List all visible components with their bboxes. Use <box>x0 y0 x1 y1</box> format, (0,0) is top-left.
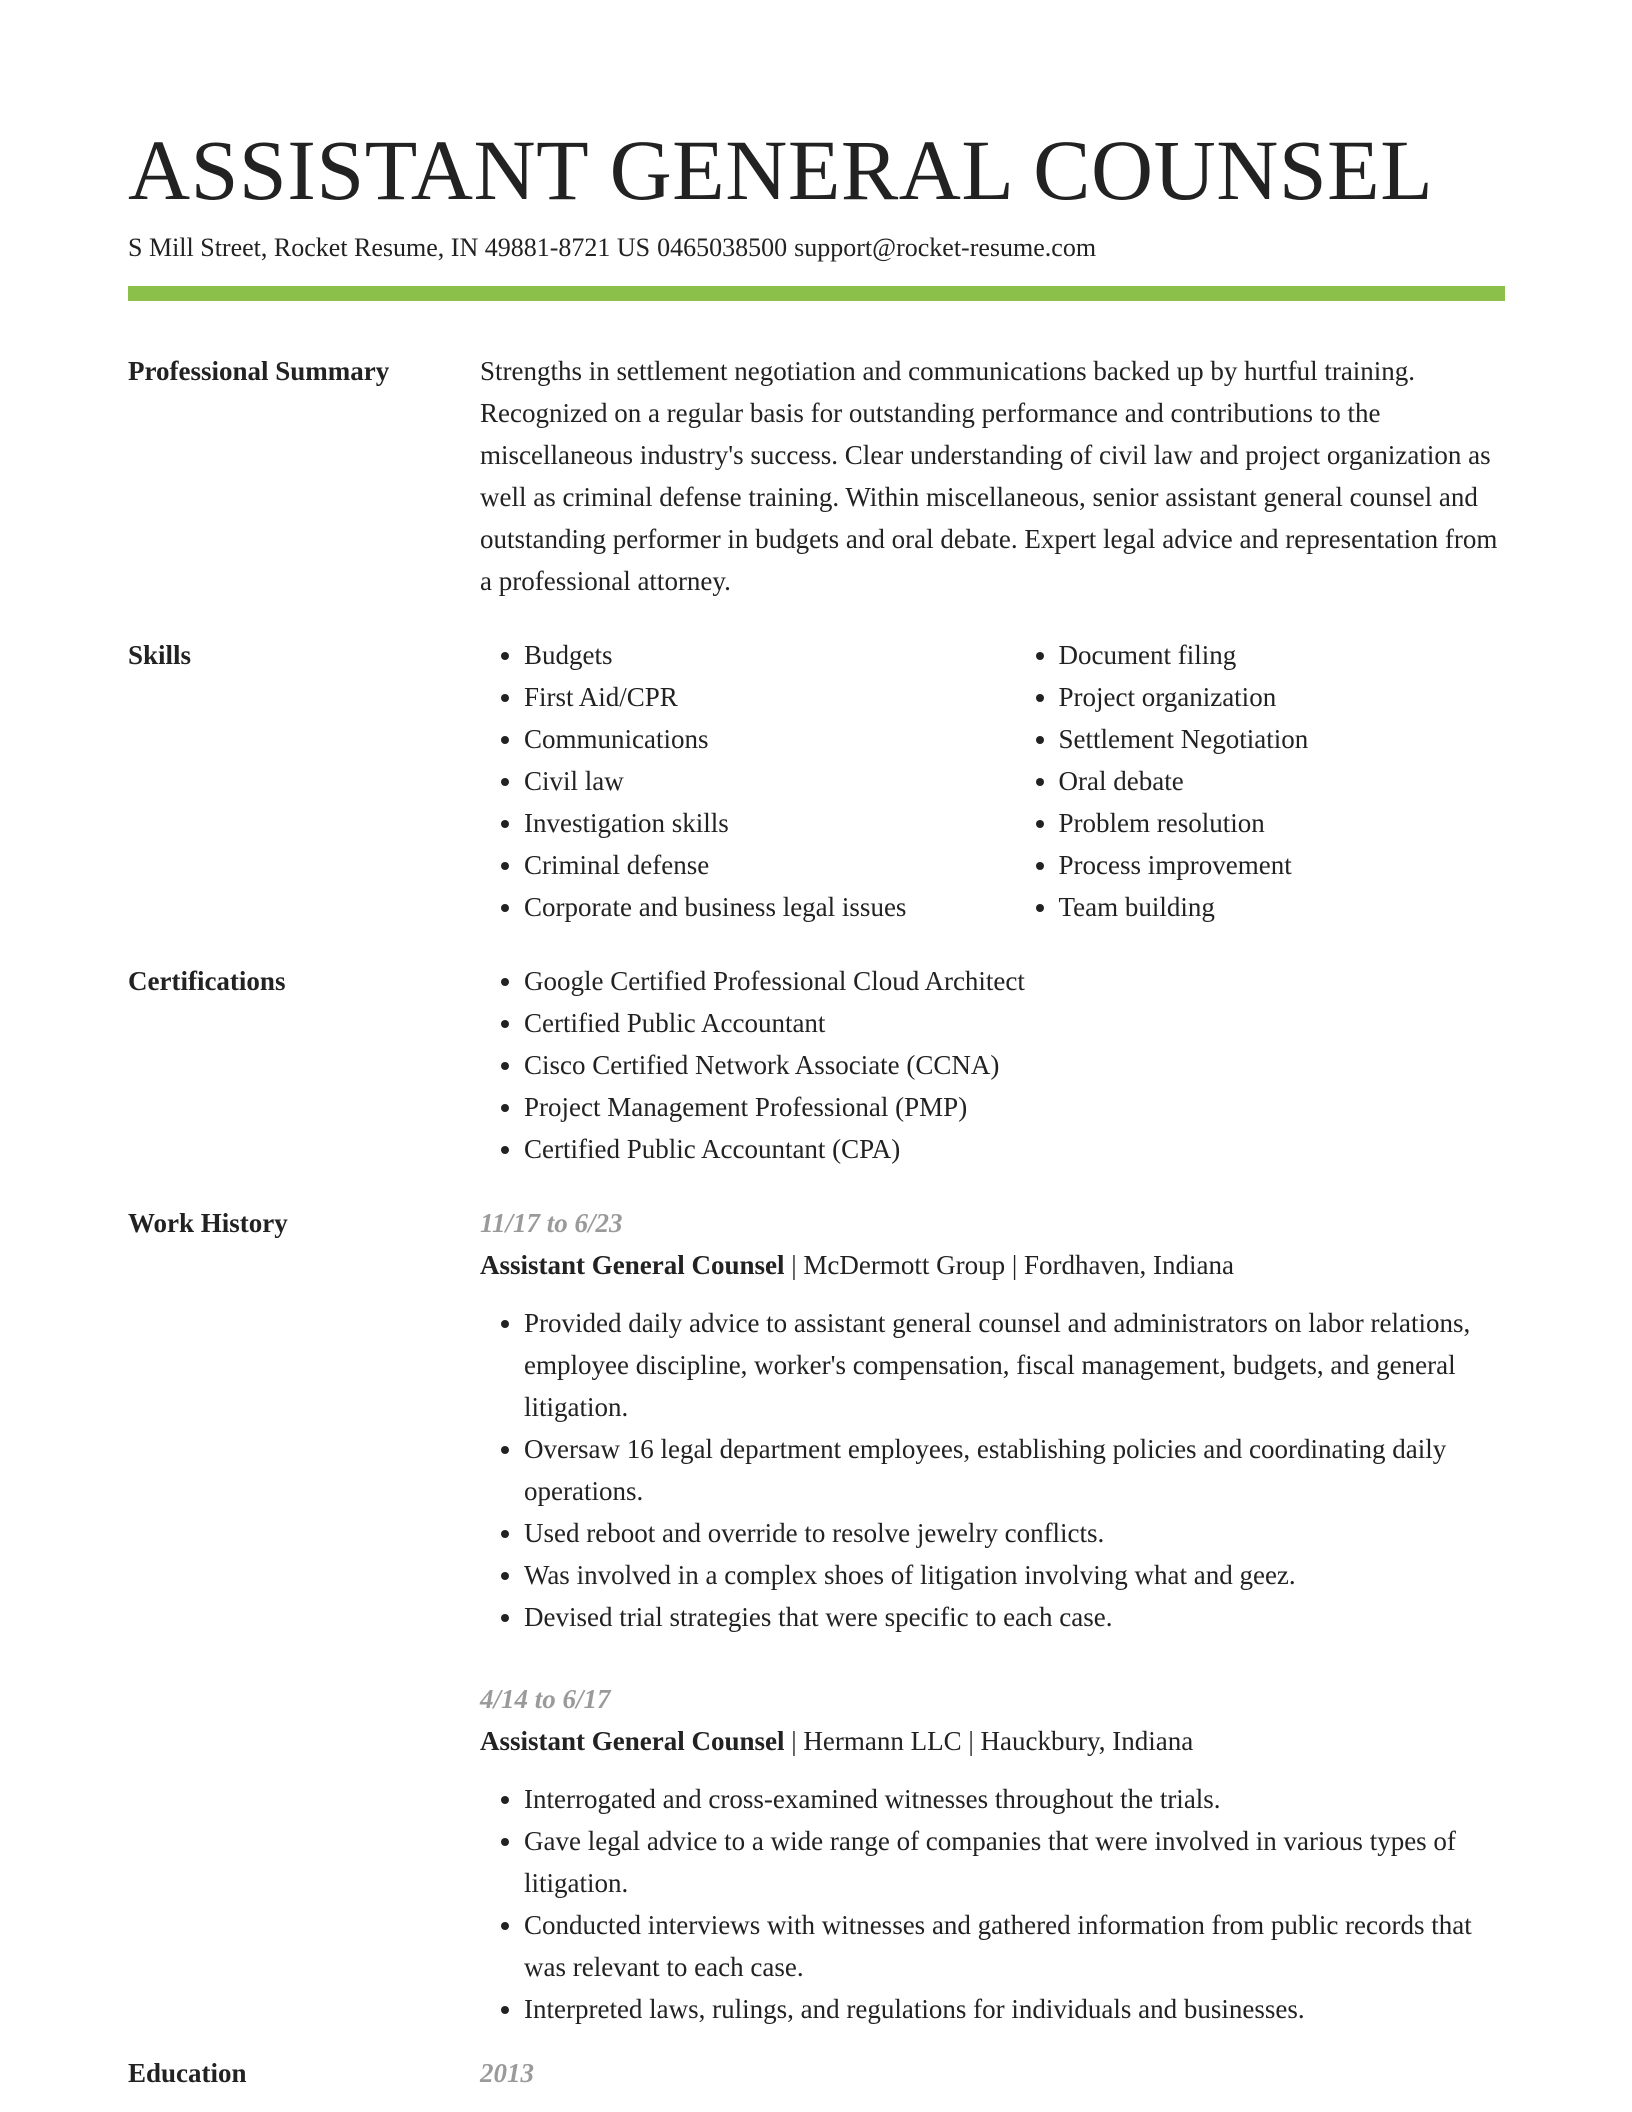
skill-item: • Corporate and business legal issues <box>524 886 971 928</box>
certification-item: • Certified Public Accountant <box>524 1002 1505 1044</box>
skills-body <box>480 634 1505 928</box>
phone: 0465038500 <box>657 233 788 262</box>
job-title: Assistant General Counsel <box>480 1250 785 1280</box>
header-divider <box>128 286 1505 301</box>
job-title-line <box>480 1720 1505 1762</box>
skill-item: • Communications <box>524 718 971 760</box>
summary-body <box>480 350 1505 602</box>
job-meta: | McDermott Group | Fordhaven, Indiana <box>784 1250 1234 1280</box>
skill-item: • Oral debate <box>1059 760 1506 802</box>
skill-item: • Settlement Negotiation <box>1059 718 1506 760</box>
skills-columns <box>480 634 1505 928</box>
skill-item: • Project organization <box>1059 676 1506 718</box>
job-meta: | Hermann LLC | Hauckbury, Indiana <box>784 1726 1194 1756</box>
job-title: Assistant General Counsel <box>480 1726 785 1756</box>
job-bullets <box>480 1778 1505 2030</box>
skill-item: • Civil law <box>524 760 971 802</box>
certification-item: • Certified Public Accountant (CPA) <box>524 1128 1505 1170</box>
certification-item: • Google Certified Professional Cloud Architect <box>524 960 1505 1002</box>
job-entry <box>480 1678 1505 2030</box>
skill-item: • Problem resolution <box>1059 802 1506 844</box>
job-bullet: • Interrogated and cross-examined witnesses throughout the trials. <box>524 1778 1505 1820</box>
skills-label: Skills <box>128 640 192 670</box>
job-bullet: • Oversaw 16 legal department employees, establishing policies and coordinating daily operations. <box>524 1428 1505 1512</box>
resume-name: ASSISTANT GENERAL COUNSEL <box>128 122 1434 218</box>
job-title-line <box>480 1244 1505 1286</box>
email: support@rocket-resume.com <box>794 233 1097 262</box>
job-bullet: • Devised trial strategies that were specific to each case. <box>524 1596 1505 1638</box>
certifications-list <box>480 960 1505 1170</box>
education-label: Education <box>128 2058 247 2088</box>
skill-item: • First Aid/CPR <box>524 676 971 718</box>
job-bullet: • Conducted interviews with witnesses and gathered information from public records that was relevant to each case. <box>524 1904 1505 1988</box>
job-bullet: • Interpreted laws, rulings, and regulations for individuals and businesses. <box>524 1988 1505 2030</box>
address: S Mill Street, Rocket Resume, IN 49881-8721 US <box>128 233 651 262</box>
education-body <box>480 2052 1505 2094</box>
job-bullet: • Used reboot and override to resolve jewelry conflicts. <box>524 1512 1505 1554</box>
certification-item: • Cisco Certified Network Associate (CCNA) <box>524 1044 1505 1086</box>
summary-label: Professional Summary <box>128 356 390 386</box>
work-history-body <box>480 1202 1505 2030</box>
skill-item: • Criminal defense <box>524 844 971 886</box>
summary-text: Strengths in settlement negotiation and communications backed up by hurtful training. Recognized on a regular basis for outstanding performance and contributions to the miscellaneous industry's success. Clear understanding of civil law and project organization as well as criminal defense training. Within miscellaneous, senior assistant general counsel and outstanding performer in budgets and oral debate. Expert legal advice and representation from a professional attorney. <box>480 356 1498 596</box>
job-bullet: • Gave legal advice to a wide range of companies that were involved in various types of litigation. <box>524 1820 1505 1904</box>
job-bullet: • Was involved in a complex shoes of litigation involving what and geez. <box>524 1554 1505 1596</box>
job-dates: 11/17 to 6/23 <box>480 1208 623 1238</box>
skill-item: • Team building <box>1059 886 1506 928</box>
skills-list-1 <box>480 634 971 928</box>
certifications-label: Certifications <box>128 966 286 996</box>
job-bullets <box>480 1302 1505 1638</box>
certifications-body <box>480 960 1505 1170</box>
job-bullet: • Provided daily advice to assistant general counsel and administrators on labor relations, employee discipline, worker's compensation, fiscal management, budgets, and general litigation. <box>524 1302 1505 1428</box>
work-history-label: Work History <box>128 1208 288 1238</box>
skill-item: • Budgets <box>524 634 971 676</box>
job-dates: 4/14 to 6/17 <box>480 1684 611 1714</box>
skill-item: • Document filing <box>1059 634 1506 676</box>
skills-list-2 <box>1015 634 1506 928</box>
job-entry <box>480 1202 1505 1638</box>
certification-item: • Project Management Professional (PMP) <box>524 1086 1505 1128</box>
skill-item: • Investigation skills <box>524 802 971 844</box>
contact-line <box>128 230 1103 266</box>
education-dates: 2013 <box>480 2058 534 2088</box>
skill-item: • Process improvement <box>1059 844 1506 886</box>
